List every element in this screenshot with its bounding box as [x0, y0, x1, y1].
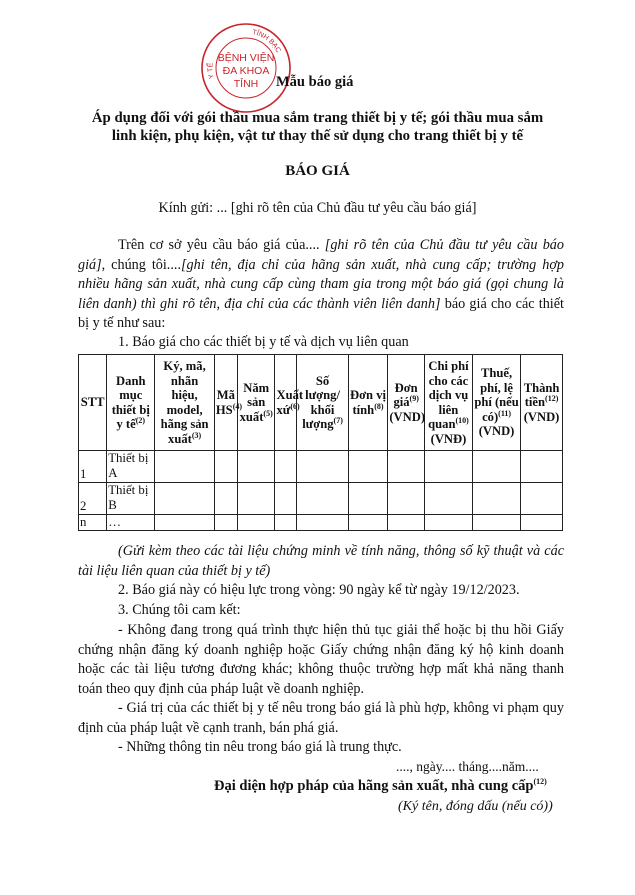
form-title: Mẫu báo giá	[276, 74, 354, 90]
header-device: Danh mục thiết bị y tế$^{(2)}$	[107, 355, 155, 451]
header-quantity: Số lượng/ khối lượng$^{(7)}$	[297, 355, 348, 451]
header-year: Năm sản xuất$^{(5)}$	[237, 355, 275, 451]
intro-tail: báo giá cho các thiết bị y tế như sau:	[78, 295, 564, 332]
row-item: Thiết bị B	[107, 483, 155, 515]
header-taxes: Thuế, phí, lệ phí (nếu có)$^{(11)}$ (VND)	[473, 355, 521, 451]
svg-text:TỈNH BẠC	[252, 28, 282, 54]
quote-table	[78, 354, 563, 531]
stamp-line-2: ĐA KHOA	[222, 65, 270, 77]
stamp-arc-right: TỈNH BẠC	[251, 29, 282, 54]
header-unit-price: Đơn giá$^{(9)}$ (VND)	[388, 355, 425, 451]
hospital-stamp	[200, 22, 292, 114]
row-stt: 1	[79, 451, 107, 483]
row-stt: 2	[79, 483, 107, 515]
header-stt: STT	[79, 355, 107, 451]
intro-italic-1: [ghi rõ tên của Chủ đầu tư yêu cầu báo giá]	[78, 237, 564, 273]
header-hs-code: Mã HS$^{(4)}$	[214, 355, 237, 451]
document-title: BÁO GIÁ	[285, 163, 350, 179]
stamp-arc-left: Y TẾ	[207, 62, 216, 80]
section-3-heading: 3. Chúng tôi cam kết:	[118, 602, 241, 618]
row-item: Thiết bị A	[107, 451, 155, 483]
commitment-1: - Không đang trong quá trình thực hiện thủ tục giải thể hoặc bị thu hồi Giấy chứng nhận đăng ký doanh nghiệp hoặc Giấy chứng nhận đăng ký hộ kinh doanh hoặc các tài liệu tương đương khác; không thuộc trường hợp mất khả năng thanh toán theo quy định của pháp luật về doanh nghiệp.	[78, 622, 564, 697]
commitment-3: - Những thông tin nêu trong báo giá là trung thực.	[118, 739, 402, 755]
intro-mid: , chúng tôi....	[101, 256, 181, 273]
header-model: Ký, mã, nhãn hiệu, model, hãng sản xuất$^{(3)}$	[155, 355, 215, 451]
row-stt: n	[79, 515, 107, 531]
subtitle-line-2: linh kiện, phụ kiện, vật tư thay thế sử dụng cho trang thiết bị y tế	[111, 128, 524, 144]
addressee: Kính gửi: ... [ghi rõ tên của Chủ đầu tư yêu cầu báo giá]	[158, 200, 477, 216]
section-1-heading: 1. Báo giá cho các thiết bị y tế và dịch vụ liên quan	[118, 334, 409, 350]
header-unit: Đơn vị tính$^{(8)}$	[348, 355, 388, 451]
table-header-row	[79, 355, 563, 451]
intro-lead: Trên cơ sở yêu cầu báo giá của....	[118, 237, 320, 253]
stamp-line-3: TỈNH	[233, 78, 259, 90]
signature-date: ...., ngày.... tháng....năm....	[396, 759, 539, 774]
signature-title: Đại diện hợp pháp của hãng sản xuất, nhà cung cấp$^{(12)}$	[214, 777, 547, 794]
attachment-note: (Gửi kèm theo các tài liệu chứng minh về tính năng, thông số kỹ thuật và các tài liệu liên quan của thiết bị y tế)	[78, 543, 564, 579]
header-total: Thành tiền$^{(12)}$ (VND)	[521, 355, 563, 451]
table-row	[79, 483, 563, 515]
intro-paragraph	[78, 236, 564, 334]
subtitle-line-1: Áp dụng đối với gói thầu mua sắm trang thiết bị y tế; gói thầu mua sắm	[91, 110, 544, 126]
table-row	[79, 515, 563, 531]
table-row	[79, 451, 563, 483]
signature-instruction: (Ký tên, đóng dấu (nếu có))	[398, 799, 553, 814]
row-item: …	[107, 515, 155, 531]
intro-italic-2: [ghi tên, địa chỉ của hãng sản xuất, nhà cung cấp; trường hợp nhiều hãng sản xuất, nhà cung cấp cùng tham gia trong một báo giá (gọi chung là liên danh) thì ghi rõ tên, địa chỉ của các thành viên liên danh]	[78, 256, 564, 312]
header-service-cost: Chi phí cho các dịch vụ liên quan$^{(10)}$ (VNĐ)	[424, 355, 472, 451]
commitment-2: - Giá trị của các thiết bị y tế nêu trong báo giá là phù hợp, không vi phạm quy định của pháp luật về cạnh tranh, bán phá giá.	[78, 700, 564, 736]
stamp-line-1: BỆNH VIỆN	[217, 52, 275, 64]
header-origin: Xuất xứ$^{(6)}$	[275, 355, 297, 451]
section-2-validity: 2. Báo giá này có hiệu lực trong vòng: 90 ngày kể từ ngày 19/12/2023.	[118, 582, 520, 598]
